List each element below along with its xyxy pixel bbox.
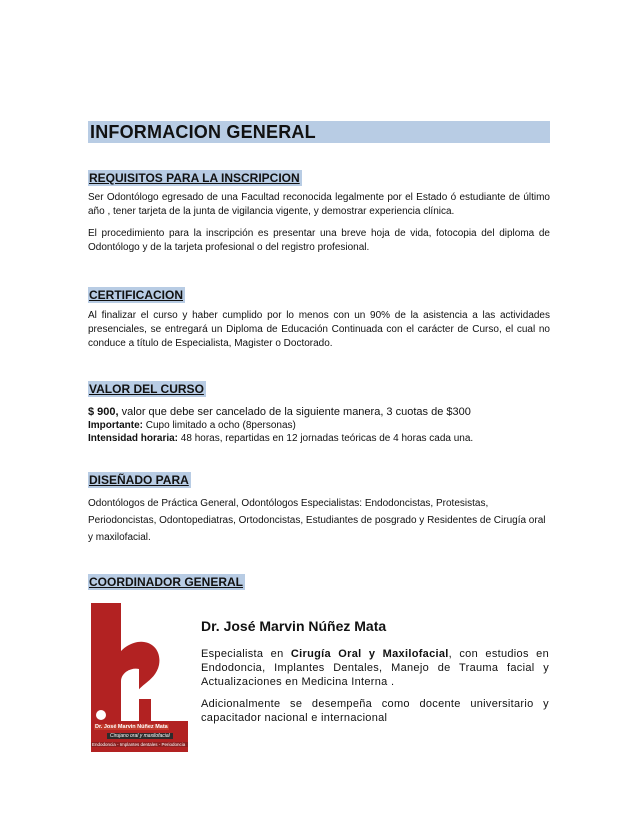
- coordinator-paragraph-2: Adicionalmente se desempeña como docente universitario y capacitador nacional e internacional: [201, 698, 549, 724]
- section-heading-valor: VALOR DEL CURSO: [89, 382, 204, 396]
- page-title: INFORMACION GENERAL: [88, 121, 550, 143]
- requisitos-paragraph-2: El procedimiento para la inscripción es presentar una breve hoja de vida, fotocopia del diploma de Odontólogo y de la tarjeta profesional o del registro profesional.: [88, 228, 550, 253]
- coordinator-p1-c: , con estudios en Endodoncia, Implantes Dentales, Manejo de Trauma facial y Actualizaciones en Medicina Interna .: [201, 648, 549, 688]
- valor-price: $ 900,: [88, 406, 119, 418]
- certificacion-paragraph: Al finalizar el curso y haber cumplido por lo menos con un 90% de la asistencia a las actividades presenciales, se entregará un Diploma de Educación Continuada con el carácter de Curso, el cual no conduce a título de Especialista, Magister o Doctorado.: [88, 310, 550, 349]
- coordinator-paragraph-1: [201, 647, 549, 689]
- section-heading-certificacion: CERTIFICACION: [89, 288, 183, 302]
- importante-label: Importante:: [88, 420, 143, 431]
- coordinator-p1-specialty: Cirugía Oral y Maxilofacial: [290, 648, 449, 660]
- intensidad-label: Intensidad horaria:: [88, 433, 179, 444]
- coordinator-logo: [91, 603, 188, 752]
- logo-line-1: Dr. José Marvin Núñez Mata: [95, 724, 168, 730]
- disenado-paragraph: Odontólogos de Práctica General, Odontólogos Especialistas: Endodoncistas, Protesistas, Periodoncistas, Odontopediatras, Ortodoncistas, Estudiantes de posgrado y Residentes de Cirugía oral y maxilofacial.: [88, 498, 546, 543]
- logo-line-3: Endodoncia - Implantes dentales - Periodoncia: [91, 742, 188, 747]
- valor-intensidad-line: [88, 432, 550, 445]
- coordinator-p1-a: Especialista en: [201, 648, 291, 660]
- valor-price-line: [88, 405, 550, 419]
- section-heading-disenado: DISEÑADO PARA: [89, 473, 189, 487]
- intensidad-text: 48 horas, repartidas en 12 jornadas teóricas de 4 horas cada una.: [178, 433, 474, 444]
- section-heading-requisitos: REQUISITOS PARA LA INSCRIPCION: [89, 171, 300, 185]
- logo-line-2: Cirujano oral y maxilofacial: [107, 733, 173, 739]
- valor-importante-line: [88, 419, 550, 432]
- importante-text: Cupo limitado a ocho (8personas): [143, 420, 296, 431]
- section-heading-coordinador: COORDINADOR GENERAL: [89, 575, 244, 589]
- requisitos-paragraph-1: Ser Odontólogo egresado de una Facultad reconocida legalmente por el Estado ó estudiante de último año , tener tarjeta de la junta de vigilancia vigente, y demostrar experiencia clínica.: [88, 192, 550, 217]
- coordinator-name: Dr. José Marvin Núñez Mata: [201, 618, 387, 634]
- valor-price-text: valor que debe ser cancelado de la siguiente manera, 3 cuotas de $300: [118, 406, 471, 418]
